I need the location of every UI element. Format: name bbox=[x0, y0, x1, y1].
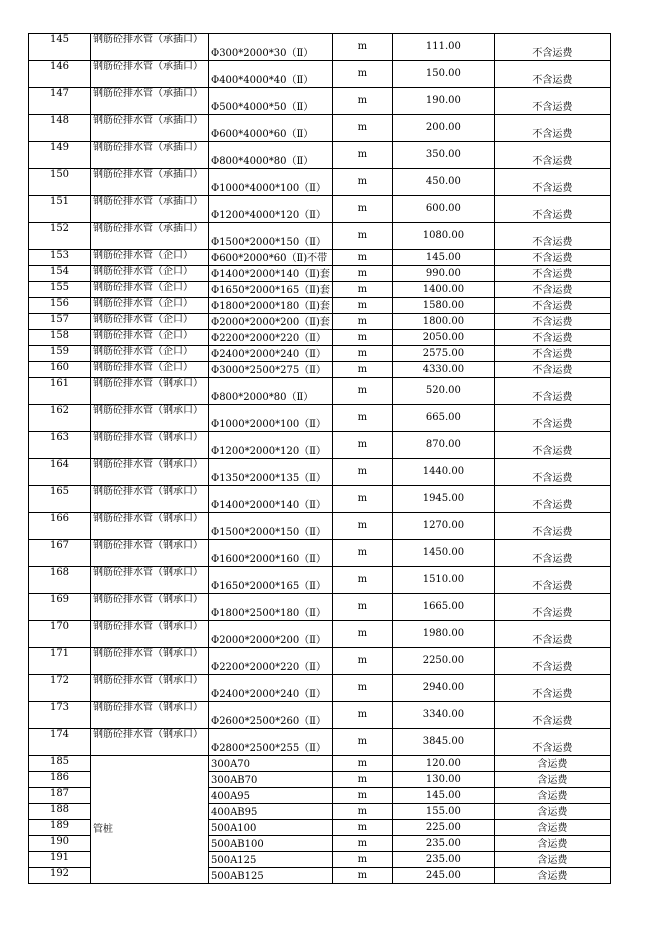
row-number: 148 bbox=[29, 115, 91, 142]
spec-cell: Φ2200*2000*220（Ⅱ） bbox=[209, 330, 333, 346]
spec-cell: Φ1200*2000*120（Ⅱ） bbox=[209, 432, 333, 459]
note-cell: 含运费 bbox=[494, 788, 610, 804]
spec-cell: Φ1600*2000*160（Ⅱ） bbox=[209, 540, 333, 567]
note-cell: 不含运费 bbox=[494, 346, 610, 362]
note-cell: 不含运费 bbox=[494, 648, 610, 675]
spec-cell: Φ2000*2000*200（Ⅱ)套 bbox=[209, 314, 333, 330]
note-cell: 不含运费 bbox=[494, 567, 610, 594]
product-name: 钢筋砼排水管（钢承口） bbox=[91, 432, 209, 459]
row-number: 158 bbox=[29, 330, 91, 346]
spec-cell: Φ1650*2000*165（Ⅱ） bbox=[209, 567, 333, 594]
price-cell: 190.00 bbox=[392, 88, 494, 115]
unit-cell: m bbox=[332, 330, 392, 346]
table-row bbox=[29, 346, 611, 362]
table-row bbox=[29, 169, 611, 196]
note-cell: 不含运费 bbox=[494, 223, 610, 250]
unit-cell: m bbox=[332, 820, 392, 836]
note-cell: 含运费 bbox=[494, 836, 610, 852]
price-cell: 155.00 bbox=[392, 804, 494, 820]
spec-cell: Φ1650*2000*165（Ⅱ)套 bbox=[209, 282, 333, 298]
row-number: 159 bbox=[29, 346, 91, 362]
unit-cell: m bbox=[332, 540, 392, 567]
note-cell: 不含运费 bbox=[494, 405, 610, 432]
spec-cell: Φ1400*2000*140（Ⅱ)套 bbox=[209, 266, 333, 282]
product-name: 钢筋砼排水管（承插口） bbox=[91, 34, 209, 61]
product-name: 钢筋砼排水管（承插口） bbox=[91, 223, 209, 250]
note-cell: 不含运费 bbox=[494, 330, 610, 346]
spec-cell: Φ400*4000*40（Ⅱ） bbox=[209, 61, 333, 88]
table-row bbox=[29, 266, 611, 282]
product-name: 钢筋砼排水管（承插口） bbox=[91, 169, 209, 196]
spec-cell: Φ1800*2500*180（Ⅱ） bbox=[209, 594, 333, 621]
note-cell: 不含运费 bbox=[494, 378, 610, 405]
price-cell: 450.00 bbox=[392, 169, 494, 196]
note-cell: 不含运费 bbox=[494, 594, 610, 621]
spec-cell: Φ2200*2000*220（Ⅱ） bbox=[209, 648, 333, 675]
product-name: 钢筋砼排水管（企口） bbox=[91, 362, 209, 378]
spec-cell: 300AB70 bbox=[209, 772, 333, 788]
note-cell: 不含运费 bbox=[494, 362, 610, 378]
table-row bbox=[29, 298, 611, 314]
table-row bbox=[29, 61, 611, 88]
table-row bbox=[29, 459, 611, 486]
unit-cell: m bbox=[332, 836, 392, 852]
spec-cell: Φ500*4000*50（Ⅱ） bbox=[209, 88, 333, 115]
note-cell: 不含运费 bbox=[494, 250, 610, 266]
unit-cell: m bbox=[332, 314, 392, 330]
unit-cell: m bbox=[332, 788, 392, 804]
spec-cell: 500A125 bbox=[209, 852, 333, 868]
price-cell: 1440.00 bbox=[392, 459, 494, 486]
row-number: 147 bbox=[29, 88, 91, 115]
table-row bbox=[29, 729, 611, 756]
table-row bbox=[29, 648, 611, 675]
product-name: 钢筋砼排水管（钢承口） bbox=[91, 729, 209, 756]
unit-cell: m bbox=[332, 486, 392, 513]
price-cell: 2575.00 bbox=[392, 346, 494, 362]
unit-cell: m bbox=[332, 868, 392, 884]
unit-cell: m bbox=[332, 362, 392, 378]
price-cell: 1580.00 bbox=[392, 298, 494, 314]
unit-cell: m bbox=[332, 432, 392, 459]
row-number: 171 bbox=[29, 648, 91, 675]
price-cell: 600.00 bbox=[392, 196, 494, 223]
table-row bbox=[29, 250, 611, 266]
price-cell: 870.00 bbox=[392, 432, 494, 459]
table-row bbox=[29, 330, 611, 346]
note-cell: 不含运费 bbox=[494, 266, 610, 282]
price-cell: 1270.00 bbox=[392, 513, 494, 540]
table-row bbox=[29, 282, 611, 298]
unit-cell: m bbox=[332, 266, 392, 282]
spec-cell: Φ2400*2000*240（Ⅱ） bbox=[209, 346, 333, 362]
row-number: 170 bbox=[29, 621, 91, 648]
price-cell: 1945.00 bbox=[392, 486, 494, 513]
row-number: 145 bbox=[29, 34, 91, 61]
spec-cell: Φ2800*2500*255（Ⅱ） bbox=[209, 729, 333, 756]
table-row bbox=[29, 513, 611, 540]
spec-cell: Φ2400*2000*240（Ⅱ） bbox=[209, 675, 333, 702]
product-name: 钢筋砼排水管（承插口） bbox=[91, 196, 209, 223]
product-name: 钢筋砼排水管（钢承口） bbox=[91, 540, 209, 567]
table-row bbox=[29, 702, 611, 729]
row-number: 174 bbox=[29, 729, 91, 756]
row-number: 187 bbox=[29, 788, 91, 804]
note-cell: 不含运费 bbox=[494, 486, 610, 513]
unit-cell: m bbox=[332, 675, 392, 702]
note-cell: 不含运费 bbox=[494, 88, 610, 115]
unit-cell: m bbox=[332, 61, 392, 88]
product-name: 钢筋砼排水管（企口） bbox=[91, 346, 209, 362]
row-number: 163 bbox=[29, 432, 91, 459]
table-row bbox=[29, 314, 611, 330]
row-number: 188 bbox=[29, 804, 91, 820]
spec-cell: Φ1000*2000*100（Ⅱ） bbox=[209, 405, 333, 432]
price-cell: 1800.00 bbox=[392, 314, 494, 330]
table-row bbox=[29, 378, 611, 405]
unit-cell: m bbox=[332, 756, 392, 772]
price-cell: 145.00 bbox=[392, 788, 494, 804]
note-cell: 不含运费 bbox=[494, 282, 610, 298]
price-cell: 120.00 bbox=[392, 756, 494, 772]
row-number: 157 bbox=[29, 314, 91, 330]
price-cell: 1665.00 bbox=[392, 594, 494, 621]
row-number: 153 bbox=[29, 250, 91, 266]
table-row bbox=[29, 88, 611, 115]
spec-cell: Φ2600*2500*260（Ⅱ） bbox=[209, 702, 333, 729]
note-cell: 不含运费 bbox=[494, 142, 610, 169]
spec-cell: 500AB125 bbox=[209, 868, 333, 884]
note-cell: 不含运费 bbox=[494, 729, 610, 756]
row-number: 154 bbox=[29, 266, 91, 282]
spec-cell: 500AB100 bbox=[209, 836, 333, 852]
price-cell: 130.00 bbox=[392, 772, 494, 788]
row-number: 168 bbox=[29, 567, 91, 594]
price-cell: 1400.00 bbox=[392, 282, 494, 298]
product-name: 钢筋砼排水管（钢承口） bbox=[91, 621, 209, 648]
table-row bbox=[29, 34, 611, 61]
table-row bbox=[29, 405, 611, 432]
unit-cell: m bbox=[332, 34, 392, 61]
unit-cell: m bbox=[332, 621, 392, 648]
note-cell: 不含运费 bbox=[494, 298, 610, 314]
price-cell: 1980.00 bbox=[392, 621, 494, 648]
product-name: 钢筋砼排水管（钢承口） bbox=[91, 513, 209, 540]
note-cell: 不含运费 bbox=[494, 314, 610, 330]
product-name: 钢筋砼排水管（钢承口） bbox=[91, 459, 209, 486]
product-name: 钢筋砼排水管（企口） bbox=[91, 314, 209, 330]
unit-cell: m bbox=[332, 459, 392, 486]
product-name: 钢筋砼排水管（钢承口） bbox=[91, 378, 209, 405]
spec-cell: Φ2000*2000*200（Ⅱ） bbox=[209, 621, 333, 648]
row-number: 151 bbox=[29, 196, 91, 223]
unit-cell: m bbox=[332, 196, 392, 223]
price-cell: 990.00 bbox=[392, 266, 494, 282]
row-number: 162 bbox=[29, 405, 91, 432]
note-cell: 含运费 bbox=[494, 804, 610, 820]
price-cell: 111.00 bbox=[392, 34, 494, 61]
note-cell: 不含运费 bbox=[494, 621, 610, 648]
spec-cell: 400AB95 bbox=[209, 804, 333, 820]
unit-cell: m bbox=[332, 772, 392, 788]
note-cell: 不含运费 bbox=[494, 432, 610, 459]
table-row bbox=[29, 567, 611, 594]
spec-cell: Φ1500*2000*150（Ⅱ） bbox=[209, 513, 333, 540]
spec-cell: Φ1350*2000*135（Ⅱ） bbox=[209, 459, 333, 486]
note-cell: 含运费 bbox=[494, 820, 610, 836]
spec-cell: Φ800*2000*80（Ⅱ） bbox=[209, 378, 333, 405]
price-table bbox=[28, 33, 611, 884]
note-cell: 含运费 bbox=[494, 852, 610, 868]
note-cell: 含运费 bbox=[494, 756, 610, 772]
price-cell: 245.00 bbox=[392, 868, 494, 884]
spec-cell: Φ600*2000*60（Ⅱ)不带 bbox=[209, 250, 333, 266]
row-number: 164 bbox=[29, 459, 91, 486]
product-name: 钢筋砼排水管（承插口） bbox=[91, 61, 209, 88]
price-cell: 235.00 bbox=[392, 852, 494, 868]
note-cell: 不含运费 bbox=[494, 513, 610, 540]
unit-cell: m bbox=[332, 115, 392, 142]
row-number: 165 bbox=[29, 486, 91, 513]
product-name: 钢筋砼排水管（企口） bbox=[91, 330, 209, 346]
row-number: 185 bbox=[29, 756, 91, 772]
spec-cell: 300A70 bbox=[209, 756, 333, 772]
price-cell: 225.00 bbox=[392, 820, 494, 836]
row-number: 161 bbox=[29, 378, 91, 405]
product-name: 钢筋砼排水管（钢承口） bbox=[91, 675, 209, 702]
row-number: 190 bbox=[29, 836, 91, 852]
unit-cell: m bbox=[332, 729, 392, 756]
price-cell: 1080.00 bbox=[392, 223, 494, 250]
unit-cell: m bbox=[332, 378, 392, 405]
price-cell: 145.00 bbox=[392, 250, 494, 266]
product-name: 钢筋砼排水管（钢承口） bbox=[91, 648, 209, 675]
row-number: 169 bbox=[29, 594, 91, 621]
product-name: 钢筋砼排水管（企口） bbox=[91, 282, 209, 298]
unit-cell: m bbox=[332, 513, 392, 540]
spec-cell: Φ3000*2500*275（Ⅱ） bbox=[209, 362, 333, 378]
spec-cell: Φ1400*2000*140（Ⅱ） bbox=[209, 486, 333, 513]
note-cell: 不含运费 bbox=[494, 34, 610, 61]
unit-cell: m bbox=[332, 88, 392, 115]
product-name: 钢筋砼排水管（钢承口） bbox=[91, 567, 209, 594]
price-cell: 235.00 bbox=[392, 836, 494, 852]
table-row bbox=[29, 223, 611, 250]
product-name: 钢筋砼排水管（钢承口） bbox=[91, 594, 209, 621]
spec-cell: Φ800*4000*80（Ⅱ） bbox=[209, 142, 333, 169]
row-number: 146 bbox=[29, 61, 91, 88]
price-cell: 2940.00 bbox=[392, 675, 494, 702]
table-row bbox=[29, 540, 611, 567]
table-row bbox=[29, 594, 611, 621]
note-cell: 不含运费 bbox=[494, 196, 610, 223]
note-cell: 含运费 bbox=[494, 868, 610, 884]
table-row bbox=[29, 486, 611, 513]
table-row bbox=[29, 675, 611, 702]
unit-cell: m bbox=[332, 567, 392, 594]
row-number: 150 bbox=[29, 169, 91, 196]
note-cell: 不含运费 bbox=[494, 61, 610, 88]
unit-cell: m bbox=[332, 852, 392, 868]
note-cell: 不含运费 bbox=[494, 115, 610, 142]
row-number: 192 bbox=[29, 868, 91, 884]
product-name: 钢筋砼排水管（企口） bbox=[91, 298, 209, 314]
unit-cell: m bbox=[332, 282, 392, 298]
spec-cell: Φ1800*2000*180（Ⅱ)套 bbox=[209, 298, 333, 314]
row-number: 156 bbox=[29, 298, 91, 314]
unit-cell: m bbox=[332, 594, 392, 621]
price-cell: 1510.00 bbox=[392, 567, 494, 594]
row-number: 167 bbox=[29, 540, 91, 567]
unit-cell: m bbox=[332, 250, 392, 266]
note-cell: 不含运费 bbox=[494, 459, 610, 486]
unit-cell: m bbox=[332, 702, 392, 729]
unit-cell: m bbox=[332, 346, 392, 362]
note-cell: 不含运费 bbox=[494, 702, 610, 729]
price-cell: 150.00 bbox=[392, 61, 494, 88]
note-cell: 含运费 bbox=[494, 772, 610, 788]
unit-cell: m bbox=[332, 223, 392, 250]
note-cell: 不含运费 bbox=[494, 675, 610, 702]
row-number: 149 bbox=[29, 142, 91, 169]
unit-cell: m bbox=[332, 142, 392, 169]
price-cell: 3340.00 bbox=[392, 702, 494, 729]
price-cell: 3845.00 bbox=[392, 729, 494, 756]
price-cell: 520.00 bbox=[392, 378, 494, 405]
product-name: 钢筋砼排水管（钢承口） bbox=[91, 486, 209, 513]
unit-cell: m bbox=[332, 298, 392, 314]
spec-cell: Φ1000*4000*100（Ⅱ） bbox=[209, 169, 333, 196]
row-number: 155 bbox=[29, 282, 91, 298]
price-cell: 350.00 bbox=[392, 142, 494, 169]
row-number: 160 bbox=[29, 362, 91, 378]
table-row bbox=[29, 621, 611, 648]
pile-group-name: 管桩 bbox=[91, 756, 209, 884]
table-row bbox=[29, 432, 611, 459]
note-cell: 不含运费 bbox=[494, 540, 610, 567]
unit-cell: m bbox=[332, 169, 392, 196]
product-name: 钢筋砼排水管（承插口） bbox=[91, 115, 209, 142]
table-row bbox=[29, 115, 611, 142]
table-row bbox=[29, 142, 611, 169]
spec-cell: Φ300*2000*30（Ⅱ） bbox=[209, 34, 333, 61]
product-name: 钢筋砼排水管（承插口） bbox=[91, 142, 209, 169]
product-name: 钢筋砼排水管（钢承口） bbox=[91, 702, 209, 729]
price-cell: 665.00 bbox=[392, 405, 494, 432]
price-cell: 2050.00 bbox=[392, 330, 494, 346]
unit-cell: m bbox=[332, 804, 392, 820]
table-row bbox=[29, 196, 611, 223]
row-number: 152 bbox=[29, 223, 91, 250]
table-row bbox=[29, 756, 611, 772]
price-cell: 1450.00 bbox=[392, 540, 494, 567]
note-cell: 不含运费 bbox=[494, 169, 610, 196]
row-number: 172 bbox=[29, 675, 91, 702]
product-name: 钢筋砼排水管（承插口） bbox=[91, 88, 209, 115]
product-name: 钢筋砼排水管（企口） bbox=[91, 266, 209, 282]
spec-cell: 500A100 bbox=[209, 820, 333, 836]
table-row bbox=[29, 362, 611, 378]
row-number: 173 bbox=[29, 702, 91, 729]
product-name: 钢筋砼排水管（企口） bbox=[91, 250, 209, 266]
row-number: 186 bbox=[29, 772, 91, 788]
spec-cell: Φ1200*4000*120（Ⅱ） bbox=[209, 196, 333, 223]
row-number: 166 bbox=[29, 513, 91, 540]
spec-cell: 400A95 bbox=[209, 788, 333, 804]
spec-cell: Φ1500*2000*150（Ⅱ） bbox=[209, 223, 333, 250]
product-name: 钢筋砼排水管（钢承口） bbox=[91, 405, 209, 432]
row-number: 189 bbox=[29, 820, 91, 836]
unit-cell: m bbox=[332, 405, 392, 432]
unit-cell: m bbox=[332, 648, 392, 675]
price-cell: 4330.00 bbox=[392, 362, 494, 378]
row-number: 191 bbox=[29, 852, 91, 868]
price-cell: 2250.00 bbox=[392, 648, 494, 675]
price-cell: 200.00 bbox=[392, 115, 494, 142]
spec-cell: Φ600*4000*60（Ⅱ） bbox=[209, 115, 333, 142]
